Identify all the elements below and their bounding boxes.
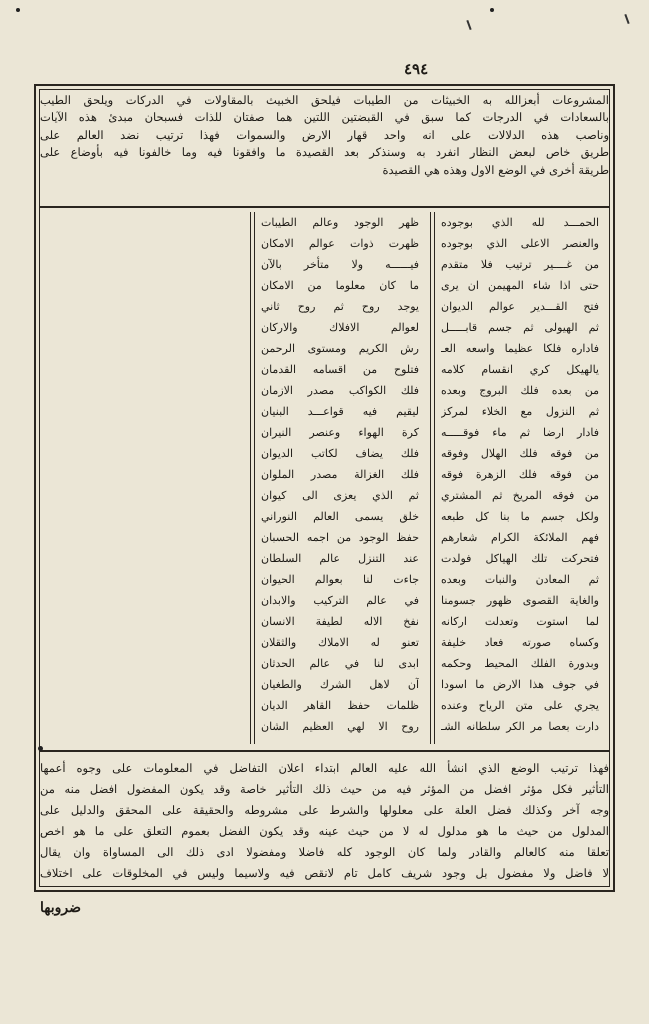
column-rule [430,212,431,744]
intro-line: طريقة أخرى في الوضع الاول وهذه هي القصيدة [382,162,609,177]
verse-hemistich: نفخ الاله لطيفة الانسان [261,615,419,628]
verse-hemistich: فيــــــه ولا متأخر بالآن [261,258,419,271]
verse-hemistich: فهم الملائكة الكرام شعارهم [441,531,599,544]
verse-hemistich: ما كان معلوما من الامكان [261,279,419,292]
intro-paragraph [40,92,609,200]
verse-hemistich: والغاية القصوى ظهور جسومنا [441,594,599,607]
catchword: ضروبها [40,900,81,916]
verse-hemistich: فتح القـــدير عوالم الديوان [441,300,599,313]
verse-hemistich: ثم الهيولى ثم جسم قابـــــل [441,321,599,334]
intro-line: بالسعادات في الدرجات كما سبق في القبضتين اللتين هما صفتان للذات فسبحان مبدئ هذه الآيات [40,110,609,125]
closing-line: وجه آخر وكذلك فضل العلة على معلولها والشرط على مشروطه والحقيقة على المحقق والدليل على [40,803,609,817]
verse-hemistich: لما استوت وتعدلت اركانه [441,615,599,628]
verse-hemistich: فتلوح من اقسامه القدمان [261,363,419,376]
verse-hemistich: الحمـــد لله الذي بوجوده [441,216,599,229]
verse-hemistich: من فوقه فلك الهلال وفوقه [441,447,599,460]
margin-bullet [38,746,43,751]
verse-hemistich: فلك الغزالة مصدر الملوان [261,468,419,481]
verse-hemistich: في عالم التركيب والابدان [261,594,419,607]
verse-hemistich: دارت بعصا مر الكر سلطانه الشـ [441,720,599,733]
verse-hemistich: ثم النزول مع الخلاء لمركز [441,405,599,418]
verse-hemistich: ولكل جسم ما بنا كل طبعه [441,510,599,523]
verse-hemistich: من بعده فلك البروج وبعده [441,384,599,397]
verse-hemistich: خلق يسمى العالم النوراني [261,510,419,523]
verse-hemistich: من فوقه المريخ ثم المشتري [441,489,599,502]
verse-hemistich: رش الكريم ومستوى الرحمن [261,342,419,355]
verse-hemistich: يالهيكل كري انقسام كلامه [441,363,599,376]
ink-speck [490,8,494,12]
verse-hemistich: حفظ الوجود من اجمه الحسبان [261,531,419,544]
ink-mark [624,14,629,24]
column-rule [250,212,251,744]
closing-line: التأثير فكل مؤثر افضل من المؤثر فيه من حيث ذلك التأثير خاصة وقد يكون المفضول افضل منه من [40,782,609,796]
verse-hemistich: يوجد روح ثم روح ثاني [261,300,419,313]
verse-hemistich: ظلمات حفظ القاهر الديان [261,699,419,712]
verse-hemistich: من غــــير ترتيب فلا متقدم [441,258,599,271]
closing-line: المدلول من حيث ما هو مدلول له لا من حيث عينه وقد يكون الفضل بعموم التعلق على ما هو اخص [40,824,609,838]
closing-line: فهذا ترتيب الوضع الذي انشأ الله عليه العالم ابتداء اعلان التفاضل في المعلومات على وجوه أعمها [40,761,609,775]
verse-hemistich: فلك يضاف لكاتب الديوان [261,447,419,460]
verse-hemistich: آن لاهل الشرك والطغيان [261,678,419,691]
closing-line: تعلقا منه كالعالم والقادر ولما كان الوجود كله فاضلا ومفضولا ادى ذلك الى المساواة وان يقال [40,845,609,859]
column-rule [254,212,255,744]
verse-hemistich: ليقيم فيه قواعـــد البنيان [261,405,419,418]
section-divider [40,206,609,208]
closing-line: لا فاضل ولا مفضول بل وجود شريف كامل تام لانقص فيه ولاسيما وليس في المخلوقات على اختلاف [40,866,609,880]
text-frame [34,84,615,892]
verse-hemistich: فتحركت تلك الهياكل فولدت [441,552,599,565]
verse-hemistich: تعنو له الاملاك والثقلان [261,636,419,649]
ink-mark [466,20,471,30]
verse-hemistich: وبدورة الفلك المحيط وحكمه [441,657,599,670]
verse-hemistich: ثم الذي يعزى الى كيوان [261,489,419,502]
ink-speck [16,8,20,12]
verse-hemistich: والعنصر الاعلى الذي بوجوده [441,237,599,250]
closing-paragraph [40,758,609,886]
verse-hemistich: ظهر الوجود وعالم الطيبات [261,216,419,229]
verse-hemistich: يجري على متن الرياح وعنده [441,699,599,712]
column-rule [434,212,435,744]
verse-hemistich: ثم المعادن والنبات وبعده [441,573,599,586]
section-divider [40,750,609,752]
verse-hemistich: في جوف هذا الارض ما اسودا [441,678,599,691]
poem [82,212,607,744]
verse-hemistich: ظهرت ذوات عوالم الامكان [261,237,419,250]
verse-hemistich: عند التنزل عالم السلطان [261,552,419,565]
verse-hemistich: فلك الكواكب مصدر الازمان [261,384,419,397]
verse-hemistich: روح الا لهي العظيم الشان [261,720,419,733]
intro-line: وناصب هذه الدلالات على انه واحد قهار الارض والسموات فهذا ترتيب نضد العالم على [40,127,609,142]
verse-hemistich: لعوالم الافلاك والاركان [261,321,419,334]
poem-first-hemistichs [441,212,599,744]
verse-hemistich: وكساه صورته فعاد خليفة [441,636,599,649]
intro-line: المشروعات أبعزالله به الخبيثات من الطيبات فيلحق الخبيث بالمقاولات في الدركات ويلحق الطيب [40,93,609,107]
verse-hemistich: جاءت لنا بعوالم الحيوان [261,573,419,586]
verse-hemistich: فاداره فلكا عظيما واسعه العـ [441,342,599,355]
verse-hemistich: كرة الهواء وعنصر النيران [261,426,419,439]
verse-hemistich: ابدى لنا في عالم الحدثان [261,657,419,670]
verse-hemistich: فادار ارضا ثم ماء فوقـــــه [441,426,599,439]
poem-second-hemistichs [261,212,419,744]
verse-hemistich: من فوقه فلك الزهرة فوقه [441,468,599,481]
page-number: ٤٩٤ [404,60,429,78]
intro-line: طريق خاص لبعض النظار انفرد به وسنذكر بعد القصيدة ما وافقونا فيه وما خالفونا فيه بأوضاع على [40,145,609,160]
verse-hemistich: حتى اذا شاء المهيمن ان يرى [441,279,599,292]
